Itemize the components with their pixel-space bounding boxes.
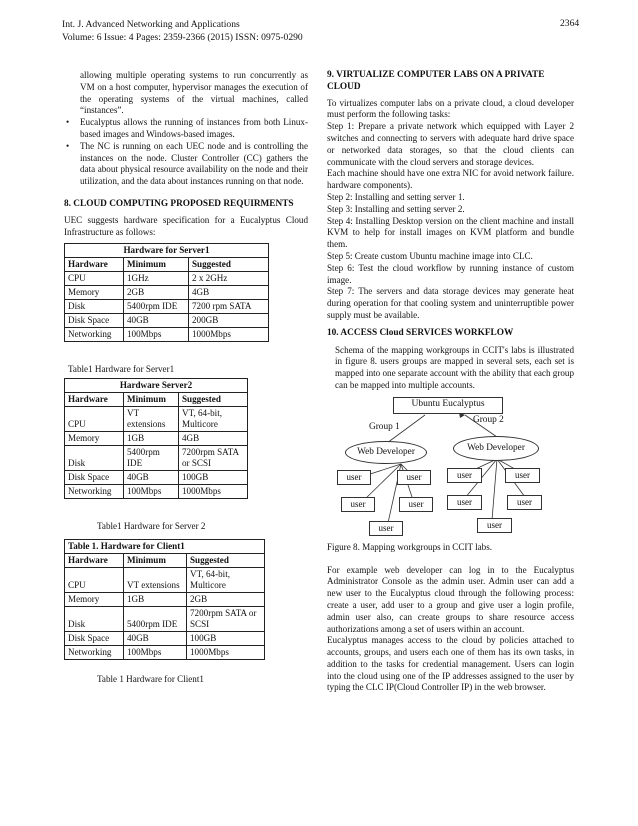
paragraph: Step 5: Create custom Ubuntu machine image into CLC. <box>327 250 533 261</box>
paragraph: Step 2: Installing and setting server 1. <box>327 191 465 202</box>
table-client1 <box>64 539 265 660</box>
volume-info: Volume: 6 Issue: 4 Pages: 2359-2366 (2015) ISSN: 0975-0290 <box>62 32 303 43</box>
table-row: Disk 5400rpm IDE 7200rpm SATA or SCSI <box>65 606 265 631</box>
paragraph: Step 1: Prepare a private network which equipped with Layer 2 switches and connecting to servers with adequate hard drive space or networked data storages, so that the cloud clients can communicate with the cloud servers and storage devices. <box>327 121 574 167</box>
table-header: Minimum <box>124 553 187 567</box>
right-column <box>327 70 574 694</box>
table-header: Hardware <box>65 258 124 272</box>
user-box: user <box>447 468 482 483</box>
paragraph: For example web developer can log in to the Eucalyptus Administrator Console as the admin user. Admin user can add a new user to the Eucalyptus cloud through the following process: create a user, add user to a group and give user a login profile, admin user also, can create groups to share resource access authorizations among a set of users within an account. <box>327 564 574 634</box>
table-header: Suggested <box>179 393 248 407</box>
table-row: Networking 100Mbps 1000Mbps <box>65 645 265 659</box>
table-row: CPU VT extensions VT, 64-bit, Multicore <box>65 567 265 592</box>
table-row: Memory 1GB 4GB <box>65 432 248 446</box>
table-header: Hardware <box>65 553 124 567</box>
table-row: CPU VT extensions VT, 64-bit, Multicore <box>65 407 248 432</box>
table-row: Networking 100Mbps 1000Mbps <box>65 328 269 342</box>
paragraph: To virtualizes computer labs on a private cloud, a cloud developer must perform the following tasks: <box>327 97 574 120</box>
figure-caption: Figure 8. Mapping workgroups in CCIT labs. <box>327 541 493 552</box>
user-box: user <box>397 470 431 485</box>
list-item: • The NC is running on each UEC node and is controlling the instances on the node. Cluster Controller (CC) gathers the data about physical resource availability on the node and their utilization, and the data about instances running on that node. <box>66 140 308 187</box>
user-box: user <box>505 468 540 483</box>
paragraph: Step 7: The servers and data storage devices may generate heat during operation for that cooling system and uninterruptible power supply must be available. <box>327 286 574 320</box>
user-box: user <box>477 518 512 533</box>
table-row: Disk 5400rpm IDE 7200rpm SATA or SCSI <box>65 446 248 471</box>
table-row: CPU 1GHz 2 x 2GHz <box>65 272 269 286</box>
table-row: Memory 1GB 2GB <box>65 592 265 606</box>
table-title: Hardware for Server1 <box>65 244 269 258</box>
table-row: Networking 100Mbps 1000Mbps <box>65 485 248 499</box>
user-box: user <box>337 470 371 485</box>
section-10-text: Schema of the mapping workgroups in CCIT's labs is illustrated in figure 8. users groups are mapped in several sets, each set is mapped into one separate account with the ability that each group can be mapped into multiple accounts. <box>335 344 574 390</box>
user-box: user <box>447 495 482 510</box>
table-title: Hardware Server2 <box>65 379 248 393</box>
paragraph: Step 6: Test the cloud workflow by running instance of custom image. <box>327 262 574 285</box>
list-item: • Eucalyptus allows the running of instances from both Linux-based images and Windows-based images. <box>66 117 308 139</box>
diagram-connectors <box>327 392 573 542</box>
table-title: Table 1. Hardware for Client1 <box>65 539 265 553</box>
table-row: Memory 2GB 4GB <box>65 286 269 300</box>
root-node-ubuntu-eucalyptus: Ubuntu Eucalyptus <box>393 397 503 414</box>
page-header <box>62 18 303 44</box>
table-caption: Table1 Hardware for Server 2 <box>97 521 206 532</box>
section-10-title: 10. ACCESS Cloud SERVICES WORKFLOW <box>327 327 514 338</box>
table-header: Minimum <box>124 258 189 272</box>
left-column <box>64 70 308 686</box>
figure-8-diagram <box>327 392 573 542</box>
table-header: Suggested <box>187 553 265 567</box>
group-1-label: Group 1 <box>369 421 400 432</box>
user-box: user <box>341 497 375 512</box>
section-9-body <box>327 98 574 322</box>
group-2-label: Group 2 <box>473 414 504 425</box>
section-8-title: 8. CLOUD COMPUTING PROPOSED REQUIRMENTS <box>64 198 294 209</box>
paragraph: Step 3: Installing and setting server 2. <box>327 203 465 214</box>
intro-continuation: allowing multiple operating systems to run concurrently as VM on a host computer, hypervisor manages the execution of the operating systems of the virtual machines, called “instances”. <box>80 70 308 116</box>
web-developer-node-1: Web Developer <box>345 441 427 464</box>
paragraph: Each machine should have one extra NIC for avoid network failure. hardware components). <box>327 168 574 191</box>
user-box: user <box>369 521 403 536</box>
table-row: Disk Space 40GB 100GB <box>65 471 248 485</box>
journal-name: Int. J. Advanced Networking and Applications <box>62 19 240 30</box>
table-caption: Table 1 Hardware for Client1 <box>97 673 204 684</box>
table-row: Disk 5400rpm IDE 7200 rpm SATA <box>65 300 269 314</box>
paragraph: Step 4: Installing Desktop version on the client machine and install KVM to help for install images on KVM platform and bundle them. <box>327 215 574 250</box>
bullet-list <box>64 117 308 188</box>
paragraph: Eucalyptus manages access to the cloud by policies attached to accounts, groups, and users each one of them has its own tasks, in addition to the tasks for credential management. Users can login into the cloud using one of the IP addresses assigned to the user by typing the CLC IP(Cloud Controller IP) in the web browser. <box>327 635 574 693</box>
section-9-title: 9. VIRTUALIZE COMPUTER LABS ON A PRIVATE CLOUD <box>327 70 545 92</box>
section-8-text: UEC suggests hardware specification for a Eucalyptus Cloud Infrastructure as follows: <box>64 214 308 237</box>
table-header: Hardware <box>65 393 124 407</box>
table-row: Disk Space 40GB 100GB <box>65 631 265 645</box>
web-developer-node-2: Web Developer <box>453 436 539 461</box>
table-server2 <box>64 378 248 499</box>
user-box: user <box>507 495 542 510</box>
user-box: user <box>399 497 433 512</box>
table-server1 <box>64 243 269 342</box>
table-header: Minimum <box>124 393 179 407</box>
table-caption: Table1 Hardware for Server1 <box>68 364 175 375</box>
page-number: 2364 <box>560 18 580 29</box>
table-row: Disk Space 40GB 200GB <box>65 314 269 328</box>
table-header: Suggested <box>189 258 269 272</box>
